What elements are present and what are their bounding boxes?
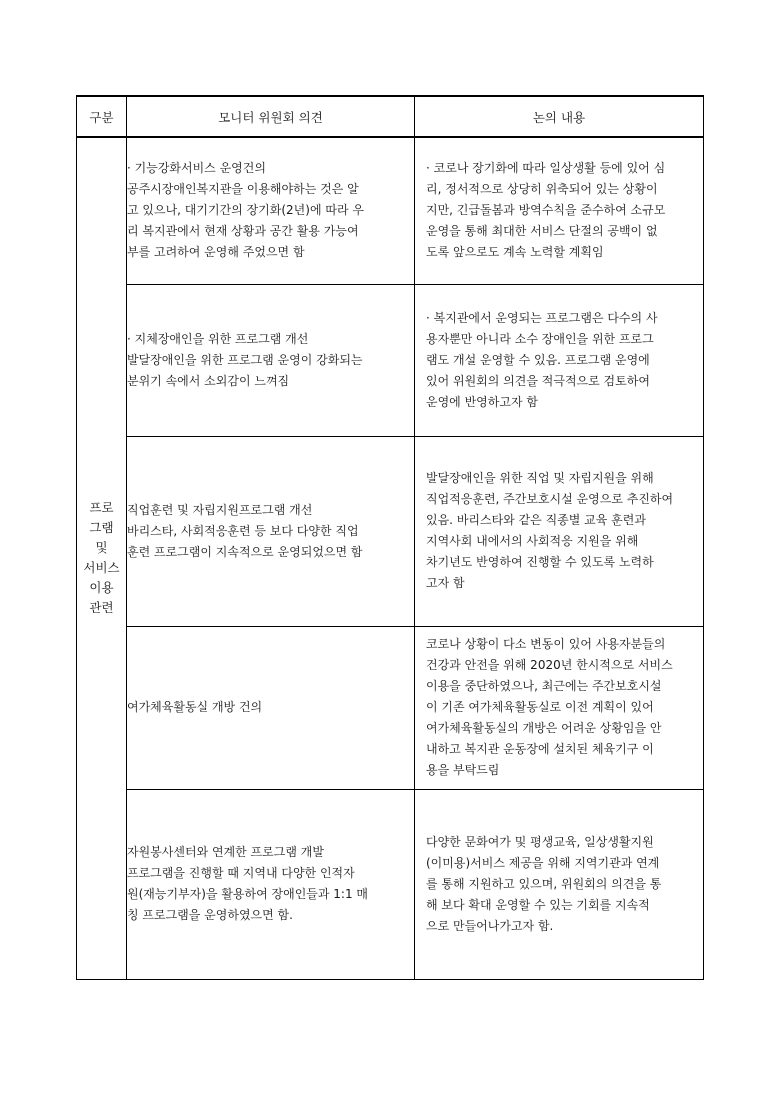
table-row (77, 626, 704, 789)
header-discussion: 논의 내용 (415, 96, 704, 137)
discussion-cell: 발달장애인을 위한 직업 및 자립지원을 위해 직업적응훈련, 주간보호시설 운영으로 추진하여 있음. 바리스타와 같은 직종별 교육 훈련과 지역사회 내에서의 사회적응 지원을 위해 차기년도 반영하여 진행할 수 있도록 노력하 고자 함 (415, 436, 704, 626)
category-cell (77, 137, 127, 979)
opinion-cell: 자원봉사센터와 연계한 프로그램 개발 프로그램을 진행할 때 지역내 다양한 인적자 원(재능기부자)을 활용하여 장애인들과 1:1 매 칭 프로그램을 운영하였으면 함. (127, 789, 415, 979)
header-category: 구분 (77, 96, 127, 137)
committee-opinion-table (76, 95, 704, 980)
table-row (77, 789, 704, 979)
discussion-cell: · 코로나 장기화에 따라 일상생활 등에 있어 심 리, 정서적으로 상당히 위축되어 있는 상황이 지만, 긴급돌봄과 방역수칙을 준수하여 소규모 운영을 통해 최대한 서비스 단절의 공백이 없 도록 앞으로도 계속 노력할 계획임 (415, 137, 704, 284)
discussion-cell: · 복지관에서 운영되는 프로그램은 다수의 사 용자뿐만 아니라 소수 장애인을 위한 프로그 램도 개설 운영할 수 있음. 프로그램 운영에 있어 위원회의 의견을 적극적으로 검토하여 운영에 반영하고자 함 (415, 284, 704, 436)
table-row (77, 436, 704, 626)
header-monitor-opinion: 모니터 위원회 의견 (127, 96, 415, 137)
opinion-cell: · 지체장애인을 위한 프로그램 개선 발달장애인을 위한 프로그램 운영이 강화되는 분위기 속에서 소외감이 느껴짐 (127, 284, 415, 436)
table-row (77, 284, 704, 436)
category-label: 프로 그램 및 서비스 이용 관련 (83, 500, 120, 616)
table-row (77, 137, 704, 284)
opinion-cell: · 기능강화서비스 운영건의 공주시장애인복지관을 이용해야하는 것은 알 고 있으나, 대기기간의 장기화(2년)에 따라 우 리 복지관에서 현재 상황과 공간 활용 가능여 부를 고려하여 운영해 주었으면 함 (127, 137, 415, 284)
discussion-cell: 다양한 문화여가 및 평생교육, 일상생활지원 (이미용)서비스 제공을 위해 지역기관과 연계 를 통해 지원하고 있으며, 위원회의 의견을 통 해 보다 확대 운영할 수 있는 기회를 지속적 으로 만들어나가고자 함. (415, 789, 704, 979)
opinion-cell: 직업훈련 및 자립지원프로그램 개선 바리스타, 사회적응훈련 등 보다 다양한 직업 훈련 프로그램이 지속적으로 운영되었으면 함 (127, 436, 415, 626)
discussion-cell: 코로나 상황이 다소 변동이 있어 사용자분들의 건강과 안전을 위해 2020년 한시적으로 서비스 이용을 중단하였으나, 최근에는 주간보호시설 이 기존 여가체육활동실로 이전 계획이 있어 여가체육활동실의 개방은 어려운 상황임을 안 내하고 복지관 운동장에 설치된 체육기구 이 용을 부탁드림 (415, 626, 704, 789)
opinion-cell: 여가체육활동실 개방 건의 (127, 626, 415, 789)
table-header-row (77, 96, 704, 137)
